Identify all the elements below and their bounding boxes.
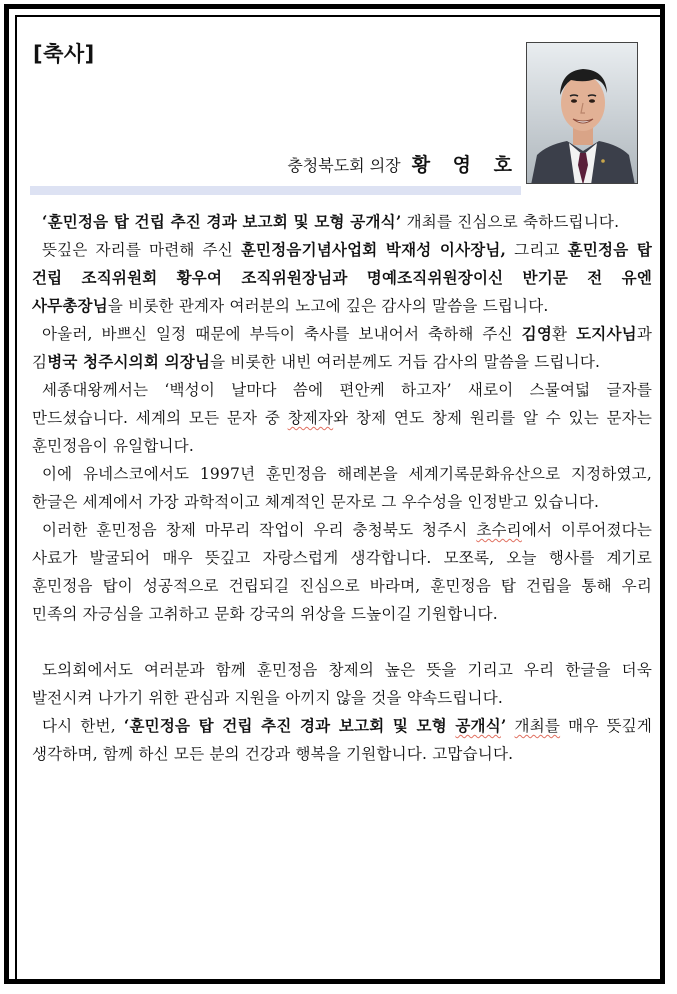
paragraph-text: 다시 한번, (42, 717, 124, 735)
paragraph-text: 그리고 (506, 241, 568, 259)
body-paragraph (32, 320, 652, 376)
paragraph-text: 환 (552, 325, 577, 343)
author-name: 황 영 호 (411, 154, 520, 176)
document-heading-tag: [축사] (33, 42, 95, 66)
paragraph-text: 이러한 훈민정음 창제 마무리 작업이 우리 충청북도 청주시 (42, 521, 477, 539)
paragraph-text: 초수리 (476, 521, 522, 539)
body-paragraph (32, 516, 652, 628)
paragraph-text: 에서 이루어졌다는 사료가 발굴되어 매우 뜻깊고 자랑스럽게 생각합니다. 모쪼록, 오늘 행사를 계기로 훈민정음 탑이 성공적으로 건립되길 진심으로 바라며, 훈민정음 탑 건립을 통해 우리 민족의 자긍심을 고취하고 문화 강국의 위상을 드높이길 기원합니다. (32, 521, 652, 623)
portrait-illustration (527, 43, 638, 184)
title-underline-bar (30, 186, 521, 195)
paragraph-text: 과 김 (32, 325, 652, 371)
emphasis-text: ‘훈민정음 탑 건립 추진 경과 보고회 및 모형 (123, 716, 456, 735)
paragraph-text: 와 창제 연도 창제 원리를 알 수 있는 문자는 훈민정음이 유일합니다. (32, 409, 652, 455)
body-paragraph (32, 628, 652, 656)
document-body (32, 208, 652, 768)
paragraph-text: 뜻깊은 자리를 마련해 주신 (42, 241, 241, 259)
author-line (240, 150, 520, 177)
author-position: 충청북도회 의장 (287, 156, 401, 175)
emphasis-text: 공개식 (455, 716, 501, 735)
paragraph-text: 도의회에서도 여러분과 함께 훈민정음 창제의 높은 뜻을 기리고 우리 한글을 더욱 발전시켜 나가기 위한 관심과 지원을 아끼지 않을 것을 약속드립니다. (32, 661, 652, 707)
emphasis-text: ‘훈민정음 탑 건립 추진 경과 보고회 및 모형 공개식’ (42, 212, 402, 231)
paragraph-text: 을 비롯한 관계자 여러분의 노고에 깊은 감사의 말씀을 드립니다. (107, 297, 549, 315)
emphasis-text: 훈민정음기념사업회 박재성 이사장님, (240, 240, 507, 259)
body-paragraph (32, 376, 652, 460)
paragraph-text: 개최를 진심으로 축하드립니다. (401, 213, 620, 231)
body-paragraph (32, 712, 652, 768)
emphasis-text: ’ (500, 716, 507, 735)
paragraph-text: 아울러, 바쁘신 일정 때문에 부득이 축사를 보내어서 축하해 주신 (42, 325, 522, 343)
body-paragraph (32, 236, 652, 320)
portrait-photo (526, 42, 638, 184)
body-paragraph (32, 208, 652, 236)
body-paragraph (32, 656, 652, 712)
emphasis-text: 김영 (521, 324, 553, 343)
emphasis-text: 도지사님 (576, 324, 637, 343)
paragraph-text: 개최를 (514, 717, 561, 735)
paragraph-text: 세종대왕께서는 ‘백성이 날마다 씀에 편안케 하고자’ 새로이 스물여덟 글자를 만드셨습니다. 세계의 모든 문자 중 (32, 381, 652, 427)
paragraph-text: 을 비롯한 내빈 여러분께도 거듭 감사의 말씀을 드립니다. (210, 353, 601, 371)
emphasis-text: 병국 청주시의회 의장님 (47, 352, 211, 371)
paragraph-text: 창제자 (287, 409, 334, 427)
paragraph-text: 이에 유네스코에서도 1997년 훈민정음 해례본을 세계기록문화유산으로 지정하였고, 한글은 세계에서 가장 과학적이고 체계적인 문자로 그 우수성을 인정받고 있습니다. (32, 465, 652, 511)
paragraph-text: 매우 뜻깊게 생각하며, 함께 하신 모든 분의 건강과 행복을 기원합니다. 고맙습니다. (32, 717, 652, 763)
body-paragraph (32, 460, 652, 516)
paragraph-text (507, 717, 515, 735)
emphasis-text: 훈민정음 탑 건립 조직위원회 황우여 조직위원장님과 명예조직위원장이신 반기문 전 유엔 사무총장님 (32, 240, 652, 315)
